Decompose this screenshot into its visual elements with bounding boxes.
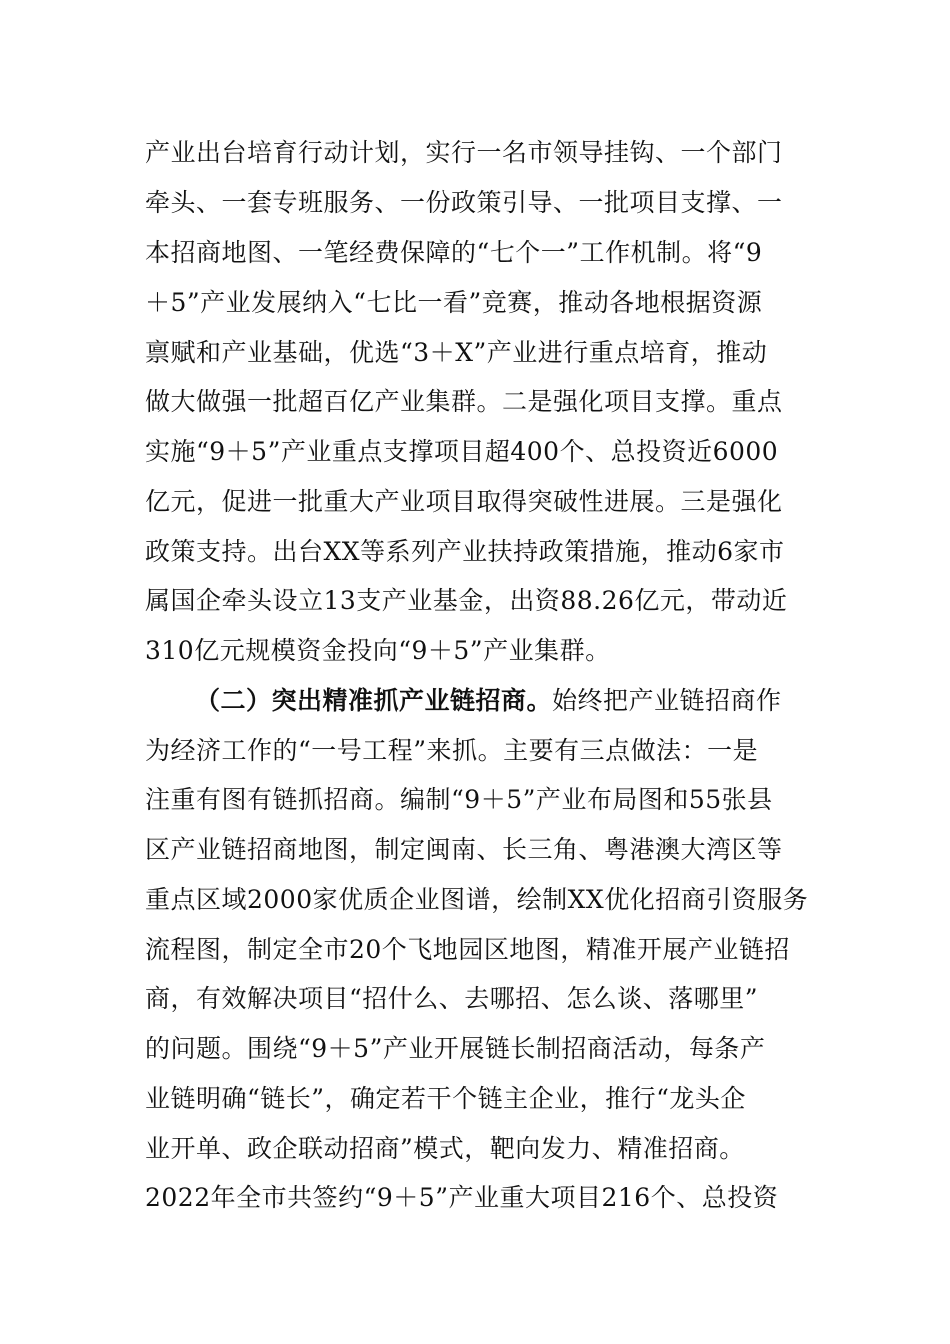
paragraph-line: 商，有效解决项目“招什么、去哪招、怎么谈、落哪里” — [145, 984, 759, 1013]
section-heading: （二）突出精准抓产业链招商。 — [195, 686, 553, 715]
section-first-line-text: 始终把产业链招商作 — [552, 686, 782, 715]
paragraph-line: 产业出台培育行动计划，实行一名市领导挂钩、一个部门 — [145, 138, 783, 167]
paragraph-line: 本招商地图、一笔经费保障的“七个一”工作机制。将“9 — [145, 238, 763, 267]
paragraph-line: 做大做强一批超百亿产业集群。二是强化项目支撑。重点 — [145, 387, 783, 416]
paragraph-line: 流程图，制定全市20个飞地园区地图，精准开展产业链招 — [145, 935, 790, 964]
paragraph-line: 2022年全市共签约“9＋5”产业重大项目216个、总投资 — [145, 1183, 779, 1212]
paragraph-line: 重点区域2000家优质企业图谱，绘制XX优化招商引资服务 — [145, 885, 809, 914]
paragraph-line: 310亿元规模资金投向“9＋5”产业集群。 — [145, 636, 611, 665]
paragraph-line: 牵头、一套专班服务、一份政策引导、一批项目支撑、一 — [145, 188, 783, 217]
paragraph-line: 属国企牵头设立13支产业基金，出资88.26亿元，带动近 — [145, 586, 788, 615]
section-first-line — [195, 681, 815, 721]
paragraph-line: 政策支持。出台XX等系列产业扶持政策措施，推动6家市 — [145, 537, 785, 566]
paragraph-line: 亿元，促进一批重大产业项目取得突破性进展。三是强化 — [145, 487, 783, 516]
paragraph-line: 禀赋和产业基础，优选“3＋X”产业进行重点培育，推动 — [145, 338, 768, 367]
paragraph-line: 的问题。围绕“9＋5”产业开展链长制招商活动，每条产 — [145, 1034, 766, 1063]
paragraph-line: 为经济工作的“一号工程”来抓。主要有三点做法：一是 — [145, 736, 759, 765]
paragraph-line: 注重有图有链抓招商。编制“9＋5”产业布局图和55张县 — [145, 785, 773, 814]
paragraph-line: 区产业链招商地图，制定闽南、长三角、粤港澳大湾区等 — [145, 835, 783, 864]
paragraph-line: 实施“9＋5”产业重点支撑项目超400个、总投资近6000 — [145, 437, 779, 466]
paragraph-line: 业开单、政企联动招商”模式，靶向发力、精准招商。 — [145, 1134, 745, 1163]
paragraph-line: 业链明确“链长”，确定若干个链主企业，推行“龙头企 — [145, 1084, 746, 1113]
paragraph-line: ＋5”产业发展纳入“七比一看”竞赛，推动各地根据资源 — [145, 288, 763, 317]
